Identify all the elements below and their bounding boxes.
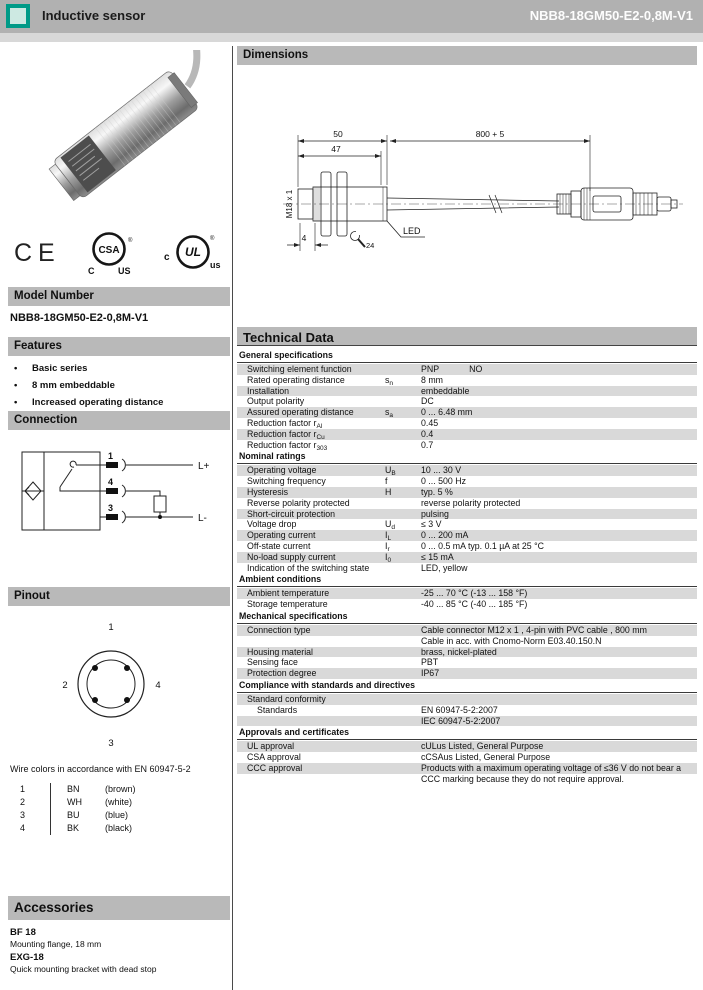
spec-value: -40 ... 85 °C (-40 ... 185 °F) [421,599,528,610]
spec-group-header: Compliance with standards and directives [237,679,697,693]
feature-text: Increased operating distance [32,397,164,408]
spec-row [237,552,697,563]
spec-label: Ambient temperature [247,588,330,599]
spec-value: IEC 60947-5-2:2007 [421,715,501,726]
spec-row [237,705,697,716]
spec-label: UL approval [247,741,295,752]
product-type-title: Inductive sensor [42,8,146,23]
header-model-number: NBB8-18GM50-E2-0,8M-V1 [529,8,693,23]
svg-text:M18 x 1: M18 x 1 [285,189,294,219]
spec-label: CCC approval [247,762,303,773]
svg-text:47: 47 [331,144,341,154]
spec-row [237,530,697,541]
spec-value: 0.4 [421,428,434,439]
spec-value: Cable connector M12 x 1 , 4-pin with PVC cable , 800 mm [421,624,647,635]
spec-row [237,498,697,509]
section-features: Features [8,337,230,356]
spec-row [237,774,697,785]
spec-label: Operating voltage [247,465,317,476]
spec-row [237,694,697,705]
spec-label: Indication of the switching state [247,562,370,573]
spec-row [237,487,697,498]
svg-text:24: 24 [366,241,375,250]
svg-text:UL: UL [184,245,201,259]
accessory-model: BF 18 [10,927,36,938]
spec-row [237,668,697,679]
spec-label: Switching element function [247,364,352,374]
wire-color-code: BU [67,810,80,820]
wire-color-name: (black) [105,823,133,833]
spec-row [237,418,697,429]
spec-label: Standards [257,704,298,715]
svg-text:c: c [163,252,170,263]
wire-pin-number: 4 [20,823,26,833]
wire-color-row [12,809,212,822]
spec-value: 0.7 [421,439,434,450]
product-photo [14,50,219,225]
spec-value: 8 mm [421,374,443,385]
spec-symbol: f [385,476,388,487]
bullet-icon: • [14,380,18,391]
ul-mark-icon [160,230,224,276]
svg-text:LED: LED [403,226,421,236]
spec-value: 10 ... 30 V [421,465,462,476]
spec-group-header: Nominal ratings [237,450,697,464]
feature-item [12,360,226,377]
wire-colors-note: Wire colors in accordance with EN 60947-5-2 [10,764,191,774]
svg-text:50: 50 [333,129,343,139]
accessory-model: EXG-18 [10,952,44,963]
brand-logo-icon [6,4,30,28]
wire-color-name: (blue) [105,810,129,820]
spec-row [237,647,697,658]
wire-color-name: (white) [105,797,133,807]
spec-symbol: $I_0$ [385,551,392,564]
feature-item [12,377,226,394]
wire-divider [50,809,51,822]
spec-label: Standard conformity [247,693,326,704]
svg-text:4: 4 [301,233,307,243]
csa-mark-icon [84,230,136,276]
spec-group-header: General specifications [237,349,697,363]
spec-value: 0 ... 6.48 mm [421,407,473,418]
section-technical-data: Technical Data [237,327,697,346]
svg-text:1: 1 [108,622,114,633]
spec-row [237,741,697,752]
spec-group-header: Approvals and certificates [237,726,697,740]
wire-color-name: (brown) [105,784,136,794]
spec-label: Connection type [247,624,311,635]
wire-colors-table [12,783,212,835]
spec-value: pulsing [421,508,449,519]
spec-symbol: $I_L$ [385,530,392,543]
spec-row [237,716,697,727]
spec-value: cCSAus Listed, General Purpose [421,752,551,763]
spec-value: reverse polarity protected [421,497,521,508]
section-accessories: Accessories [8,896,230,920]
svg-text:4: 4 [108,477,114,487]
svg-text:®: ® [128,238,133,244]
spec-label: Reduction factor $r_{Cu}$ [247,428,325,441]
spec-value: DC [421,396,434,407]
accessory-description: Mounting flange, 18 mm [10,939,102,949]
spec-symbol: $I_r$ [385,540,390,553]
spec-row [237,625,697,636]
spec-label: Switching frequency [247,476,326,487]
feature-item [12,394,226,411]
accessory-description: Quick mounting bracket with dead stop [10,964,157,974]
wire-divider [50,822,51,835]
spec-label: Operating current [247,530,316,541]
spec-value: 0 ... 500 Hz [421,476,466,487]
wire-color-code: BN [67,784,80,794]
spec-value: 0.45 [421,417,439,428]
spec-row [237,563,697,574]
spec-row [237,440,697,451]
spec-row [237,375,697,386]
svg-text:CSA: CSA [98,245,120,256]
spec-value: typ. 5 % [421,486,453,497]
wire-divider [50,796,51,809]
spec-label: Assured operating distance [247,407,354,418]
spec-row [237,636,697,647]
spec-row [237,429,697,440]
column-divider [232,46,233,990]
wire-divider [50,783,51,796]
spec-label: Rated operating distance [247,374,345,385]
spec-row [237,763,697,774]
svg-text:1: 1 [108,451,114,461]
spec-row [237,599,697,610]
spec-value: PNP NO [421,364,483,374]
spec-row [237,657,697,668]
spec-row [237,519,697,530]
page-header-bar [0,0,703,33]
svg-text:2: 2 [62,680,68,691]
spec-row [237,588,697,599]
spec-label: CSA approval [247,752,301,763]
spec-row [237,407,697,418]
spec-row [237,386,697,397]
certification-logos [14,230,224,276]
spec-symbol: H [385,486,392,497]
spec-value: Cable in acc. with Cnomo-Norm E03.40.150.N [421,635,602,646]
spec-symbol: $s_a$ [385,407,394,420]
spec-value: embeddable [421,385,470,396]
wire-color-code: WH [67,797,82,807]
spec-row [237,476,697,487]
wire-pin-number: 3 [20,810,26,820]
spec-label: Reduction factor $r_{Al}$ [247,417,323,430]
feature-text: 8 mm embeddable [32,380,115,391]
spec-symbol: $U_B$ [385,465,396,478]
spec-value-secondary: NO [469,364,483,374]
spec-row [237,364,697,375]
svg-text:3: 3 [108,503,114,513]
svg-text:us: us [209,260,221,270]
wire-pin-number: 1 [20,784,26,794]
bullet-icon: • [14,363,18,374]
spec-value: LED, yellow [421,562,468,573]
ce-mark-icon: CE [14,238,61,267]
wire-color-row [12,822,212,835]
spec-label: Reverse polarity protected [247,497,350,508]
spec-group-header: Ambient conditions [237,573,697,587]
svg-text:L-: L- [198,513,207,524]
spec-label: Hysteresis [247,486,289,497]
spec-group-header: Mechanical specifications [237,610,697,624]
section-dimensions: Dimensions [237,46,697,65]
spec-value: EN 60947-5-2:2007 [421,704,498,715]
svg-text:®: ® [209,236,215,242]
section-connection: Connection [8,411,230,430]
features-list [12,360,226,411]
spec-row [237,396,697,407]
spec-label: Storage temperature [247,599,328,610]
svg-text:L+: L+ [198,461,210,472]
spec-value: IP67 [421,668,440,679]
dimensions-drawing [237,75,697,325]
spec-label: Protection degree [247,668,317,679]
spec-label: No-load supply current [247,551,336,562]
spec-row [237,752,697,763]
spec-label: Sensing face [247,657,298,668]
wire-color-row [12,783,212,796]
pinout-diagram [45,612,181,754]
header-shadow-strip [0,33,703,42]
wire-color-code: BK [67,823,80,833]
spec-symbol: $s_n$ [385,374,394,387]
spec-label: Reduction factor $r_{303}$ [247,439,328,452]
spec-label: Short-circuit protection [247,508,336,519]
spec-value: CCC marking because they do not require approval. [421,773,624,784]
svg-text:C: C [88,266,95,276]
spec-label: Housing material [247,646,314,657]
section-model-number: Model Number [8,287,230,306]
spec-row [237,465,697,476]
spec-symbol: $U_d$ [385,519,395,532]
spec-value: brass, nickel-plated [421,646,497,657]
bullet-icon: • [14,397,18,408]
feature-text: Basic series [32,363,88,374]
svg-text:3: 3 [108,738,114,749]
technical-data-table [237,349,697,785]
svg-text:US: US [118,266,131,276]
spec-row [237,509,697,520]
spec-value: -25 ... 70 °C (-13 ... 158 °F) [421,588,528,599]
spec-value: Products with a maximum operating voltage of ≤36 V do not bear a [421,762,682,773]
spec-label: Off-state current [247,540,311,551]
spec-row [237,541,697,552]
spec-value: 0 ... 0.5 mA typ. 0.1 µA at 25 °C [421,540,545,551]
spec-value: cULus Listed, General Purpose [421,741,544,752]
connection-diagram [10,438,225,556]
spec-value: 0 ... 200 mA [421,530,469,541]
spec-value: ≤ 15 mA [421,551,454,562]
accessories-list [10,925,226,975]
spec-value: ≤ 3 V [421,519,442,530]
spec-value: PBT [421,657,439,668]
wire-color-row [12,796,212,809]
svg-text:4: 4 [155,680,161,691]
spec-label: Installation [247,385,290,396]
svg-text:800 + 5: 800 + 5 [475,129,505,139]
wire-pin-number: 2 [20,797,26,807]
model-number-value: NBB8-18GM50-E2-0,8M-V1 [10,312,149,324]
section-pinout: Pinout [8,587,230,606]
spec-label: Output polarity [247,396,305,407]
spec-label: Voltage drop [247,519,297,530]
